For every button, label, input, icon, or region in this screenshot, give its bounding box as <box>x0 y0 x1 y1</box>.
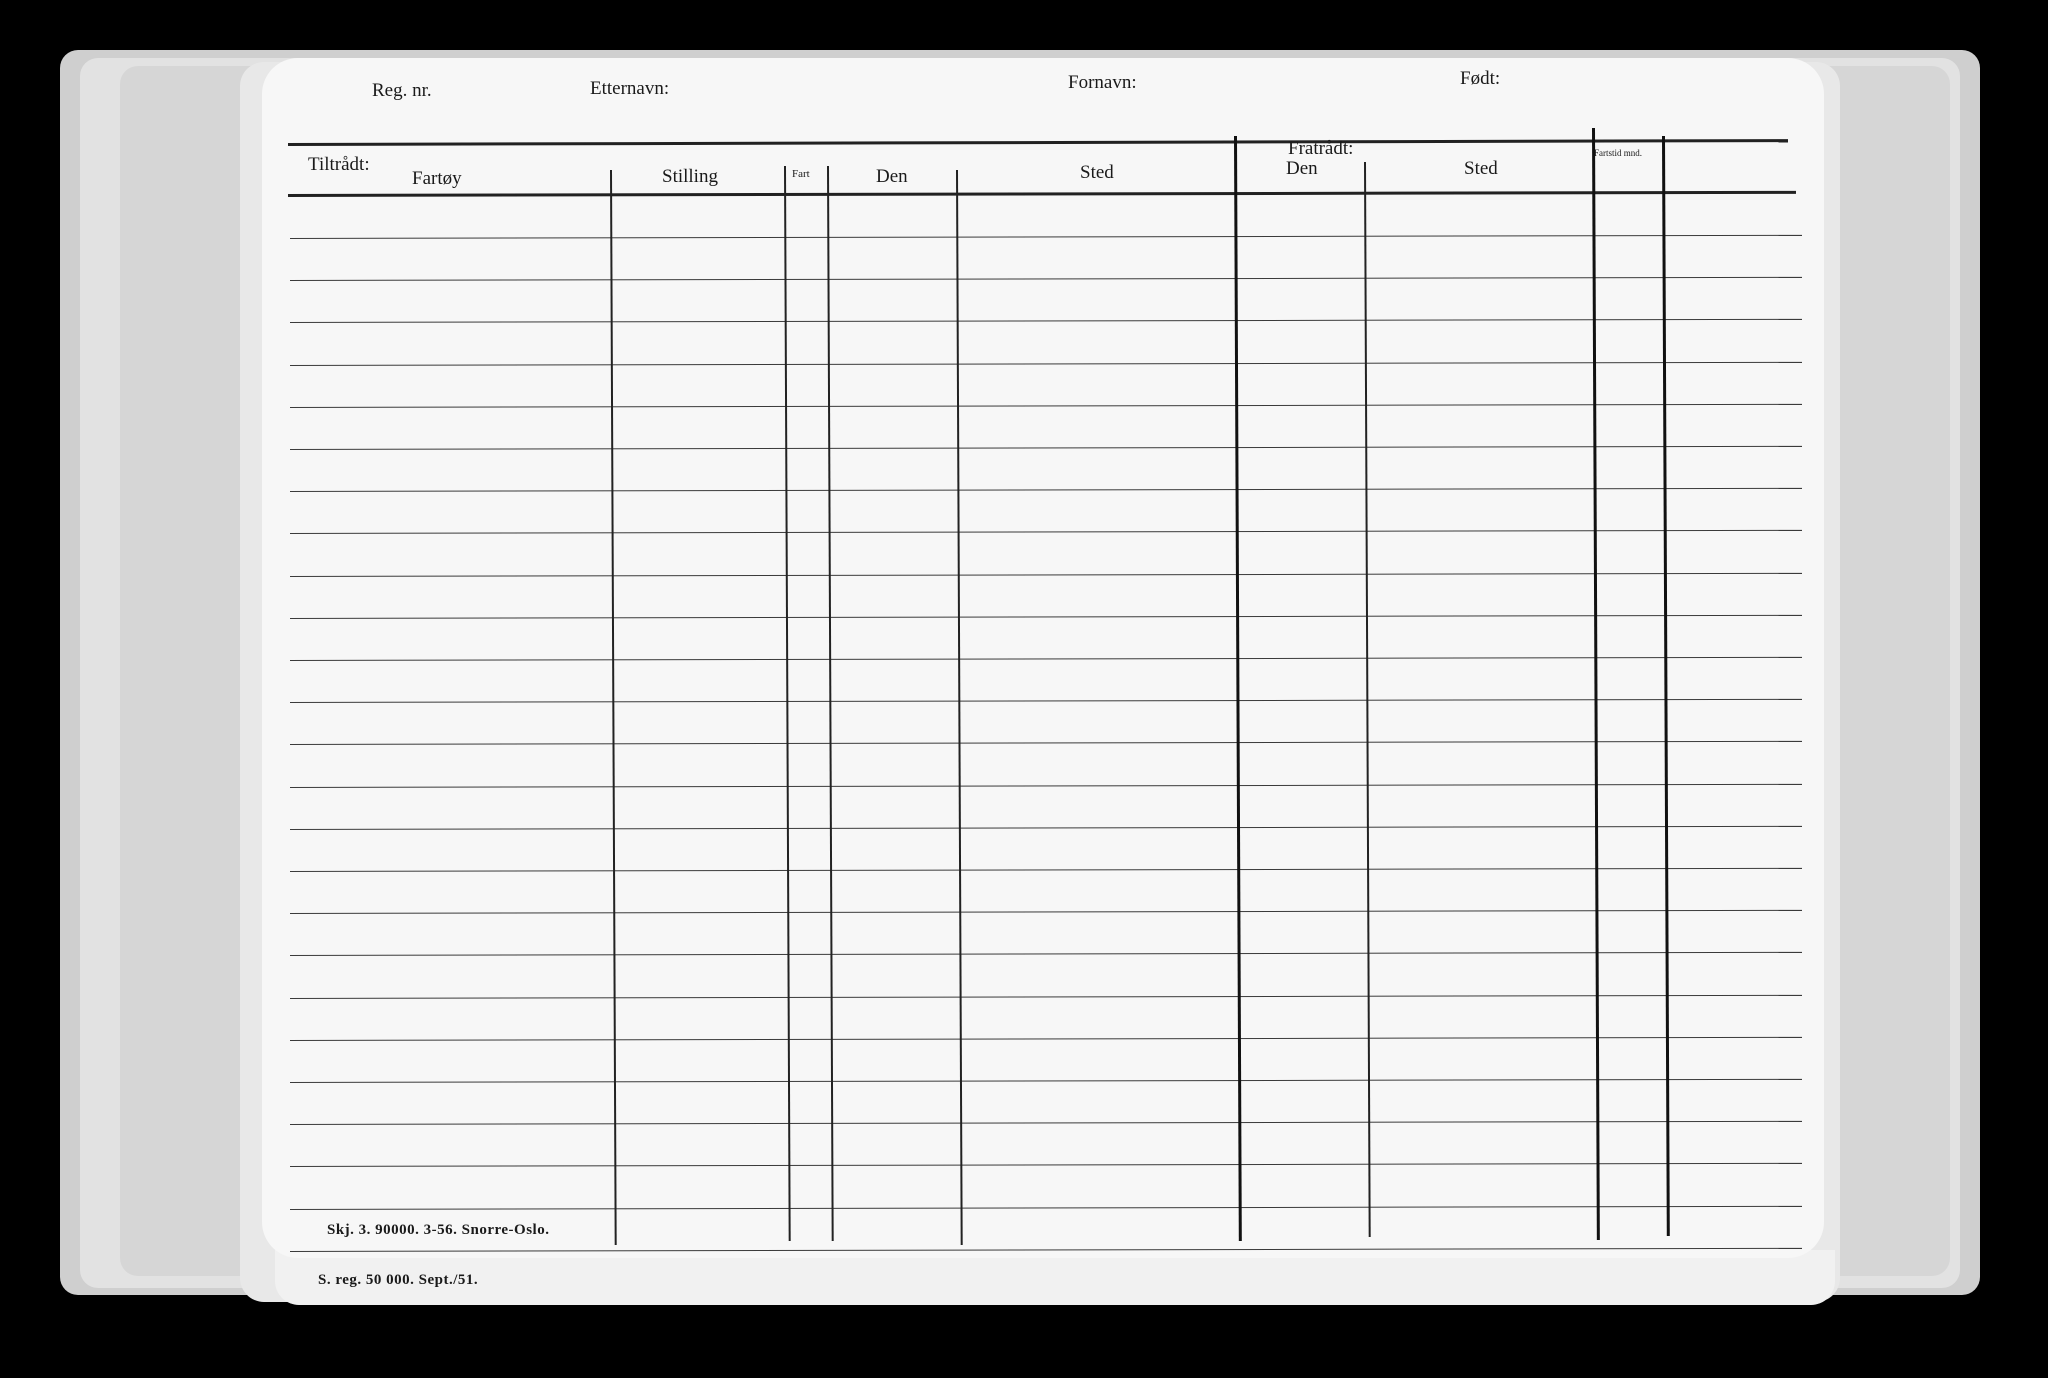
ledger-row-line <box>290 235 1802 239</box>
ledger-row-line <box>290 1205 1802 1209</box>
fartstid-header: Fartstid mnd. <box>1593 148 1642 158</box>
divider-sted-fartstid <box>1592 128 1600 1240</box>
divider-tiltradt-fratradt <box>1234 136 1242 1241</box>
stilling-header: Stilling <box>662 166 718 187</box>
registration-card <box>262 58 1824 1258</box>
ledger-row-line <box>290 1163 1802 1167</box>
divider-fartoy-stilling <box>610 170 617 1245</box>
fart-header: Fart <box>792 168 810 180</box>
divider-fart-den <box>827 166 834 1241</box>
ledger-row-line <box>290 530 1802 534</box>
ledger-row-line <box>290 1079 1802 1083</box>
sted-fratradt-header: Sted <box>1464 158 1498 179</box>
fratradt-label: Fratrådt: <box>1288 138 1354 159</box>
ledger-row-line <box>290 952 1802 956</box>
lower-card-footer: S. reg. 50 000. Sept./51. <box>318 1272 479 1288</box>
ledger-row-line <box>290 488 1802 492</box>
ledger-row-line <box>290 1248 1802 1252</box>
lower-card-edge <box>275 1250 1835 1305</box>
den-fratradt-header: Den <box>1286 158 1318 179</box>
print-footer: Skj. 3. 90000. 3-56. Snorre-Oslo. <box>327 1222 550 1238</box>
ledger-row-line <box>290 404 1802 408</box>
fornavn-label: Fornavn: <box>1068 72 1137 93</box>
den-tiltradt-header: Den <box>876 166 908 187</box>
ledger-row-line <box>290 657 1802 661</box>
divider-den-sted <box>956 170 963 1245</box>
ledger-row-line <box>290 615 1802 619</box>
ledger-row-line <box>290 994 1802 998</box>
etternavn-label: Etternavn: <box>590 78 670 99</box>
ledger-row-line <box>290 1037 1802 1041</box>
ledger-row-line <box>290 361 1802 365</box>
ledger-row-line <box>290 826 1802 830</box>
divider-fartstid-end <box>1662 136 1670 1236</box>
ledger-row-line <box>290 572 1802 576</box>
ledger-row-line <box>290 277 1802 281</box>
divider-stilling-fart <box>784 166 791 1241</box>
sted-tiltradt-header: Sted <box>1080 162 1114 183</box>
ledger-row-line <box>290 910 1802 914</box>
ledger-row-line <box>290 1121 1802 1125</box>
header-rule <box>288 139 1788 146</box>
ledger-row-line <box>290 446 1802 450</box>
ledger-row-line <box>290 741 1802 745</box>
column-header-rule <box>288 191 1796 197</box>
ledger-row-line <box>290 783 1802 787</box>
ledger-row-line <box>290 699 1802 703</box>
reg-nr-label: Reg. nr. <box>372 80 432 101</box>
fodt-label: Født: <box>1460 68 1501 89</box>
tiltradt-label: Tiltrådt: <box>308 154 370 175</box>
fartoy-header: Fartøy <box>412 168 462 189</box>
ledger-row-line <box>290 868 1802 872</box>
ledger-row-line <box>290 319 1802 323</box>
